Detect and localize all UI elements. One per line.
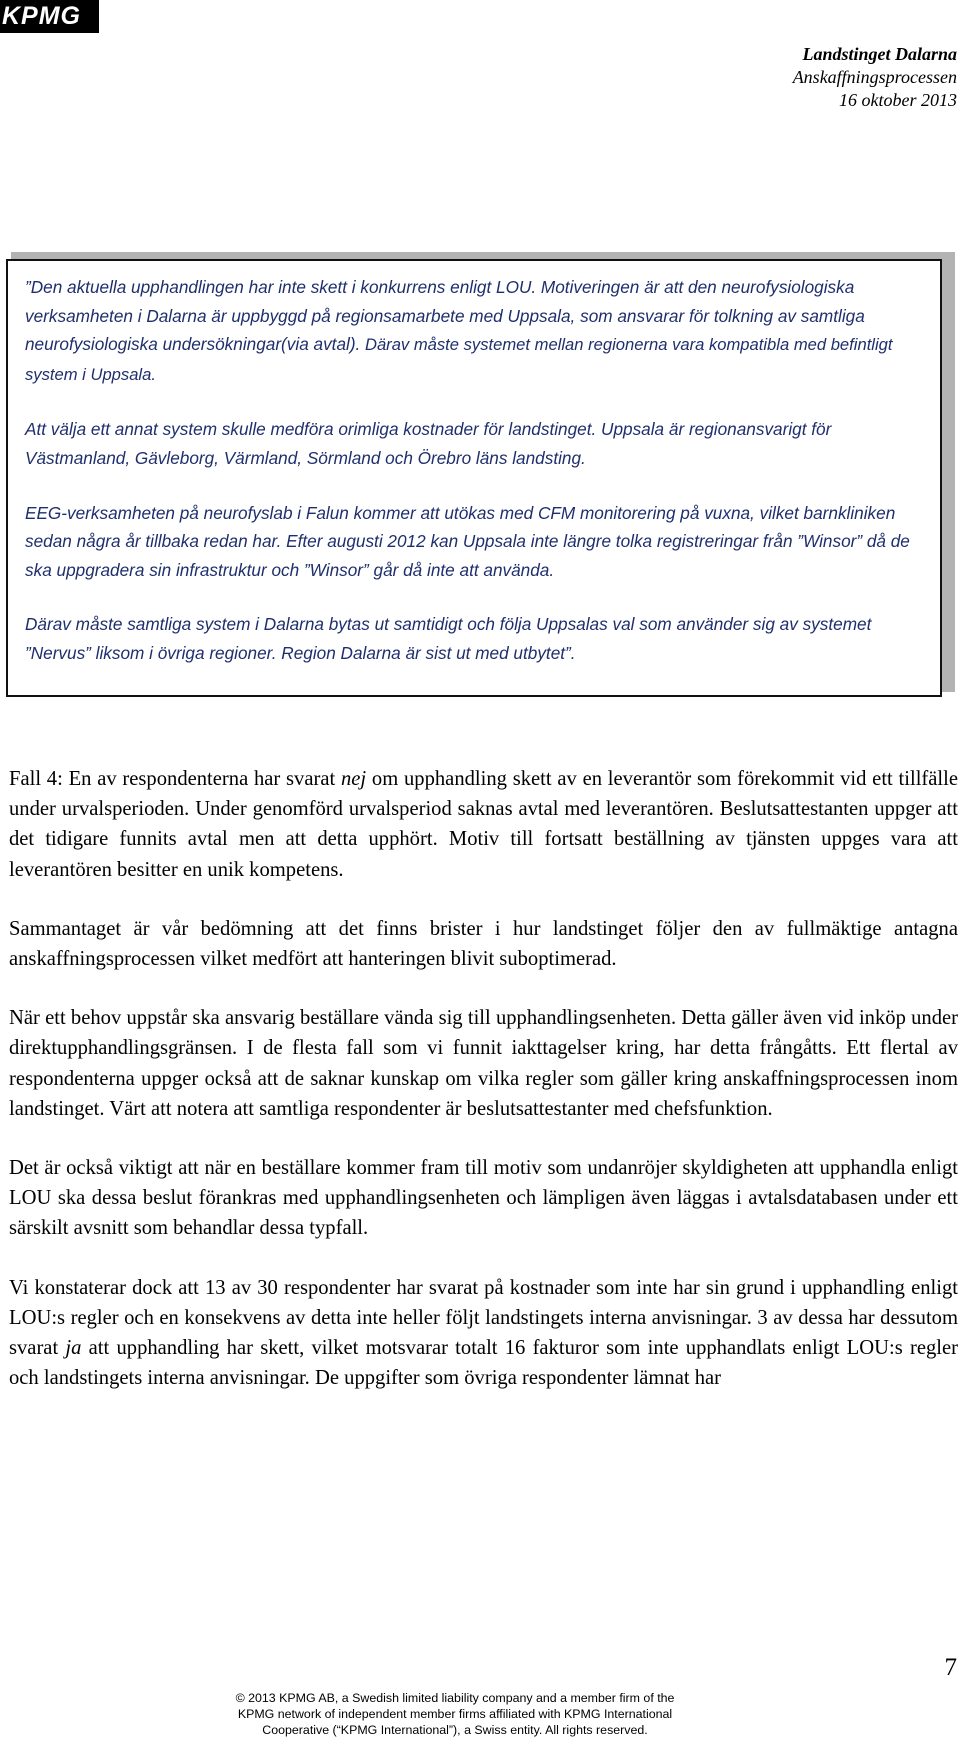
footer-line-2: KPMG network of independent member firms affiliated with KPMG International: [237, 1707, 673, 1721]
quote-paragraph-4: Därav måste samtliga system i Dalarna bytas ut samtidigt och följa Uppsalas val som använder sig av systemet ”Nervus” liksom i övriga regioner. Region Dalarna är sist ut med utbytet”.: [25, 614, 872, 663]
page-header: [793, 43, 957, 112]
quote-paragraph-1-b: Därav måste systemet mellan regionerna vara kompatibla med befintligt system i Uppsala.: [25, 335, 893, 384]
footer-line-1: © 2013 KPMG AB, a Swedish limited liability company and a member firm of the: [235, 1691, 675, 1705]
body-paragraph-3: När ett behov uppstår ska ansvarig beställare vända sig till upphandlingsenheten. Detta gäller även vid inköp under direktupphandlingsgränsen. I de flesta fall som vi funnit iakttagelser kring, har detta frångåtts. Ett flertal av respondenterna uppger också att de saknar kunskap om vilka regler som gäller kring anskaffningsprocessen inom landstinget. Värt att notera att samtliga respondenter är beslutsattestanter med chefsfunktion.: [9, 1007, 958, 1120]
kpmg-logo: KPMG: [0, 0, 99, 33]
body-p5-emphasis: ja: [65, 1337, 82, 1360]
quote-box: [6, 259, 942, 697]
body-paragraph-1: [9, 764, 958, 885]
quote-paragraph-1: [25, 273, 924, 389]
footer-line-3: Cooperative (“KPMG International”), a Swiss entity. All rights reserved.: [262, 1723, 648, 1737]
page-number: 7: [944, 1654, 957, 1681]
quote-paragraph-3: EEG-verksamheten på neurofyslab i Falun kommer att utökas med CFM monitorering på vuxna, vilket barnkliniken sedan några år tillbaka redan har. Efter augusti 2012 kan Uppsala inte längre tolka registreringar från ”Winsor” då de ska uppgradera sin infrastruktur och ”Winsor” går då inte att använda.: [25, 502, 910, 580]
body-p5-pre: Vi konstaterar dock att 13 av 30 respondenter har svarat på kostnader som inte har sin grund i upphandling enligt LOU:s regler och en konsekvens av detta inte heller följt landstingets interna anvisningar. 3 av dessa har dessutom svarat: [9, 1276, 958, 1360]
body-paragraph-4: Det är också viktigt att när en beställare kommer fram till motiv som undanröjer skyldigheten att upphandla enligt LOU ska dessa beslut förankras med upphandlingsenheten och lämpligen även läggas i avtalsdatabasen under ett särskilt avsnitt som behandlar dessa typfall.: [9, 1157, 958, 1240]
body-p5-post: att upphandling har skett, vilket motsvarar totalt 16 fakturor som inte upphandlats enligt LOU:s regler och landstingets interna anvisningar. De uppgifter som övriga respondenter lämnat har: [9, 1337, 958, 1390]
quote-paragraph-1-a: ”Den aktuella upphandlingen har inte skett i konkurrens enligt LOU. Motiveringen är att den neurofysiologiska verksamheten i Dalarna är uppbyggd på regionsamarbete med Uppsala, som ansvarar för tolkning av samtliga neurofysiologiska undersökningar(via avtal).: [25, 277, 865, 355]
body-p1-post: om upphandling skett av en leverantör som förekommit vid ett tillfälle under urvalsperioden. Under genomförd urvalsperiod saknas avtal med leverantören. Beslutsattestanten uppger att det tidigare funnits avtal men att detta upphört. Motiv till fortsatt beställning av tjänsten uppges vara att leverantören besitter en unik kompetens.: [9, 768, 958, 881]
body-p1-pre: Fall 4: En av respondenterna har svarat: [9, 768, 341, 790]
footer: [210, 1690, 700, 1738]
header-subtitle: Anskaffningsprocessen: [792, 67, 957, 87]
body-p1-emphasis: nej: [340, 768, 367, 790]
header-title: Landstinget Dalarna: [802, 44, 957, 64]
body-paragraph-2: Sammantaget är vår bedömning att det finns brister i hur landstinget följer den av fullmäktige antagna anskaffningsprocessen vilket medfört att hanteringen blivit suboptimerad.: [9, 917, 958, 971]
quote-paragraph-2: Att välja ett annat system skulle medföra orimliga kostnader för landstinget. Uppsala är regionansvarigt för Västmanland, Gävleborg, Värmland, Sörmland och Örebro läns landsting.: [25, 419, 832, 468]
body-paragraph-5: [9, 1273, 958, 1394]
body-text: [9, 764, 958, 1422]
header-date: 16 oktober 2013: [839, 90, 957, 110]
